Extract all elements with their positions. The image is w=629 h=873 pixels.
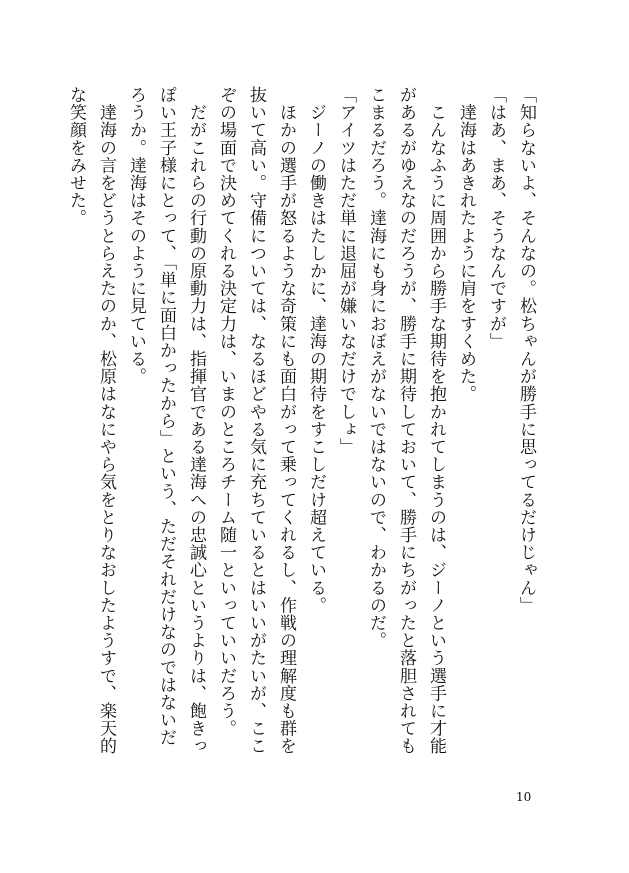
text-line: 「知らないよ、そんなの。松ちゃんが勝手に思ってるだけじゃん」 xyxy=(516,86,536,614)
text-line: 抜いて高い。守備については、なるほどやる気に充ちているとはいいがたいが、ここ xyxy=(246,86,266,755)
text-line: ほかの選手が怒るような奇策にも面白がって乗ってくれるし、作戦の理解度も群を xyxy=(276,86,296,755)
text-line: だがこれらの行動の原動力は、指揮官である達海への忠誠心というよりは、飽きっ xyxy=(186,86,206,755)
text-line: な笑顔をみせた。 xyxy=(66,86,86,227)
vertical-text-block xyxy=(66,86,541,806)
text-line: 「アイツはただ単に退屈が嫌いなだけでしょ」 xyxy=(336,86,356,456)
text-line: 達海の言をどうとらえたのか、松原はなにやら気をとりなおしたようすで、楽天的 xyxy=(96,86,116,755)
text-line: ぽい王子様にとって、「単に面白かったから」という、ただそれだけなのではないだ xyxy=(156,86,176,747)
text-line: こんなふうに周囲から勝手な期待を抱かれてしまうのは、ジーノという選手に才能 xyxy=(426,86,446,755)
text-line: 達海はあきれたように肩をすくめた。 xyxy=(456,86,476,403)
page-number: 10 xyxy=(516,790,532,804)
text-line: ぞの場面で決めてくれる決定力は、いまのところチーム随一といっていいだろう。 xyxy=(216,86,236,738)
text-line: ジーノの働きはたしかに、達海の期待をすこしだけ超えている。 xyxy=(306,86,326,614)
text-line: 「はあ、まあ、そうなんですが」 xyxy=(486,86,506,350)
text-line: ろうか。達海はそのように見ている。 xyxy=(126,86,146,386)
text-line: こまるだろう。達海にも身におぼえがないではないので、わかるのだ。 xyxy=(366,86,386,650)
text-line: があるがゆえなのだろうが、勝手に期待しておいて、勝手にちがったと落胆されても xyxy=(396,86,416,755)
